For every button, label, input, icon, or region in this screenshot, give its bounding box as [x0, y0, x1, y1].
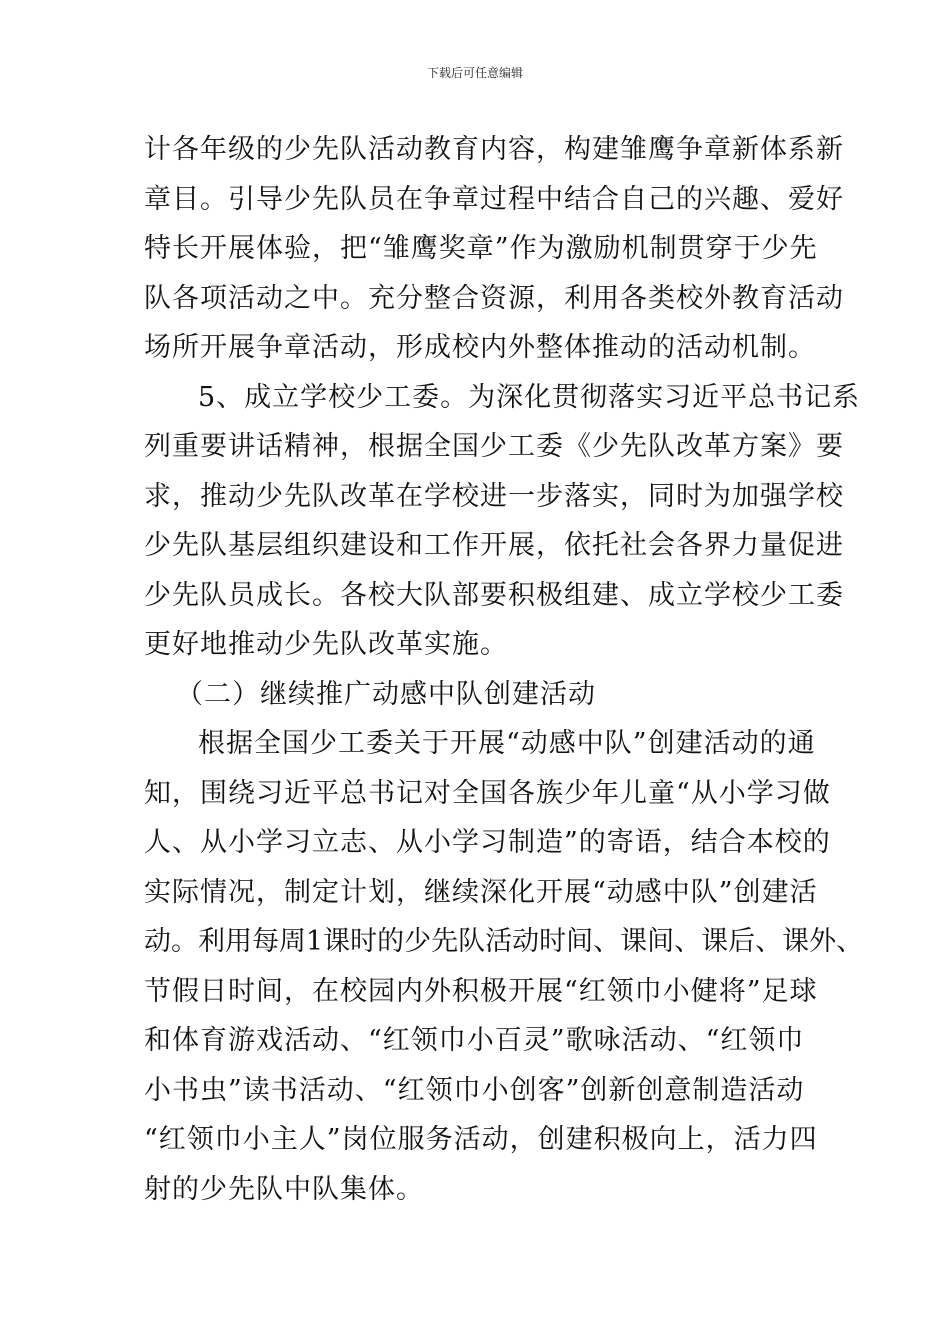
text-line: 射的少先队中队集体。: [144, 1174, 424, 1205]
text-line: 人、从小学习立志、从小学习制造”的寄语，结合本校的: [144, 827, 831, 858]
text-line: 队各项活动之中。充分整合资源，利用各类校外教育活动: [144, 283, 844, 314]
text-line: 列重要讲话精神，根据全国少工委《少先队改革方案》要: [144, 431, 844, 462]
text-line: 小书虫”读书活动、“红领巾小创客”创新创意制造活动: [144, 1075, 805, 1106]
text-line: 少先队员成长。各校大队部要积极组建、成立学校少工委: [144, 580, 844, 611]
text-line: 场所开展争章活动，形成校内外整体推动的活动机制。: [144, 332, 816, 363]
text-line: 实际情况，制定计划，继续深化开展“动感中队”创建活: [144, 877, 818, 908]
text-line: 根据全国少工委关于开展“动感中队”创建活动的通: [198, 728, 816, 759]
text-line: “红领巾小主人”岗位服务活动，创建积极向上，活力四: [144, 1124, 818, 1155]
page-header: 下载后可任意编辑: [426, 66, 523, 80]
text-line: 章目。引导少先队员在争章过程中结合自己的兴趣、爱好: [144, 184, 844, 215]
text-line: 节假日时间，在校园内外积极开展“红领巾小健将”足球: [144, 976, 818, 1007]
text-line: 少先队基层组织建设和工作开展，依托社会各界力量促进: [144, 530, 844, 561]
text-line: 知，围绕习近平总书记对全国各族少年儿童“从小学习做: [144, 778, 831, 809]
text-line: 计各年级的少先队活动教育内容，构建雏鹰争章新体系新: [144, 134, 844, 165]
text-line: 求，推动少先队改革在学校进一步落实，同时为加强学校: [144, 481, 844, 512]
text-line: 动。利用每周1课时的少先队活动时间、课间、课后、课外、: [144, 926, 864, 957]
text-line: 更好地推动少先队改革实施。: [144, 629, 508, 660]
text-line: 5、成立学校少工委。为深化贯彻落实习近平总书记系: [198, 382, 861, 413]
section-heading: （二）继续推广动感中队创建活动: [176, 679, 596, 710]
text-line: 和体育游戏活动、“红领巾小百灵”歌咏活动、“红领巾: [144, 1025, 805, 1056]
text-line: 特长开展体验，把“雏鹰奖章”作为激励机制贯穿于少先: [144, 233, 818, 264]
